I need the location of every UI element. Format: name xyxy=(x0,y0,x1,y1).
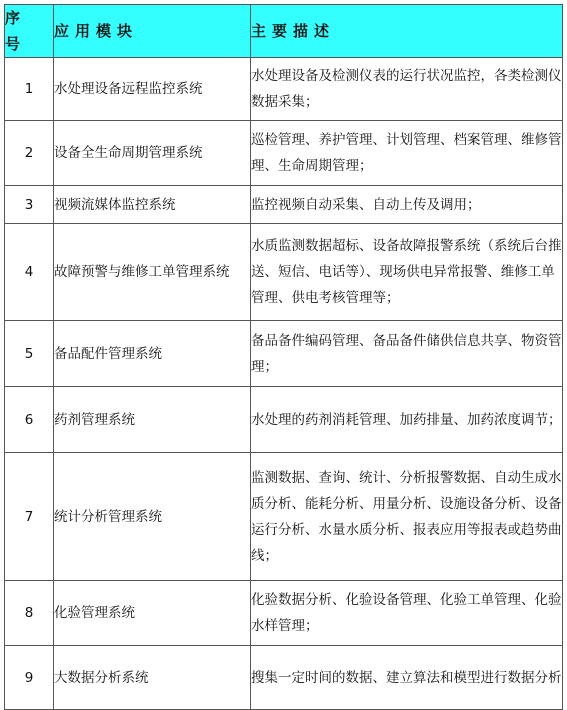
table-row xyxy=(5,321,563,387)
module-name: 药剂管理系统 xyxy=(54,387,251,453)
header-row xyxy=(5,5,563,58)
table-row xyxy=(5,453,563,581)
header-description: 主要描述 xyxy=(251,5,563,58)
module-name: 备品配件管理系统 xyxy=(54,321,251,387)
module-description: 搜集一定时间的数据、建立算法和模型进行数据分析 xyxy=(251,646,563,710)
row-number: 5 xyxy=(5,321,54,387)
row-number: 4 xyxy=(5,224,54,321)
module-name: 视频流媒体监控系统 xyxy=(54,186,251,224)
module-description: 监控视频自动采集、自动上传及调用； xyxy=(251,186,563,224)
module-table xyxy=(4,4,563,710)
row-number: 7 xyxy=(5,453,54,581)
row-number: 2 xyxy=(5,121,54,186)
table-row xyxy=(5,646,563,710)
table-header xyxy=(5,5,563,58)
table-row xyxy=(5,387,563,453)
module-description: 监测数据、查询、统计、分析报警数据、自动生成水质分析、能耗分析、用量分析、设施设备分析、设备运行分析、水量水质分析、报表应用等报表或趋势曲线； xyxy=(251,453,563,581)
row-number: 8 xyxy=(5,581,54,646)
module-description: 巡检管理、养护管理、计划管理、档案管理、维修管理、生命周期管理； xyxy=(251,121,563,186)
table-body xyxy=(5,58,563,710)
module-name: 故障预警与维修工单管理系统 xyxy=(54,224,251,321)
module-name: 大数据分析系统 xyxy=(54,646,251,710)
module-description: 化验数据分析、化验设备管理、化验工单管理、化验水样管理； xyxy=(251,581,563,646)
module-description: 水处理设备及检测仪表的运行状况监控，各类检测仪数据采集； xyxy=(251,58,563,121)
table-row xyxy=(5,121,563,186)
row-number: 1 xyxy=(5,58,54,121)
module-name: 化验管理系统 xyxy=(54,581,251,646)
header-no: 序 号 xyxy=(5,5,54,58)
module-description: 水质监测数据超标、设备故障报警系统（系统后台推送、短信、电话等）、现场供电异常报警、维修工单管理、供电考核管理等； xyxy=(251,224,563,321)
module-name: 水处理设备远程监控系统 xyxy=(54,58,251,121)
row-number: 9 xyxy=(5,646,54,710)
module-name: 统计分析管理系统 xyxy=(54,453,251,581)
module-description: 备品备件编码管理、备品备件储供信息共享、物资管理； xyxy=(251,321,563,387)
table-row xyxy=(5,224,563,321)
table-row xyxy=(5,581,563,646)
row-number: 6 xyxy=(5,387,54,453)
module-name: 设备全生命周期管理系统 xyxy=(54,121,251,186)
table-row xyxy=(5,186,563,224)
table-row xyxy=(5,58,563,121)
header-module: 应用模块 xyxy=(54,5,251,58)
row-number: 3 xyxy=(5,186,54,224)
module-description: 水处理的药剂消耗管理、加药排量、加药浓度调节； xyxy=(251,387,563,453)
